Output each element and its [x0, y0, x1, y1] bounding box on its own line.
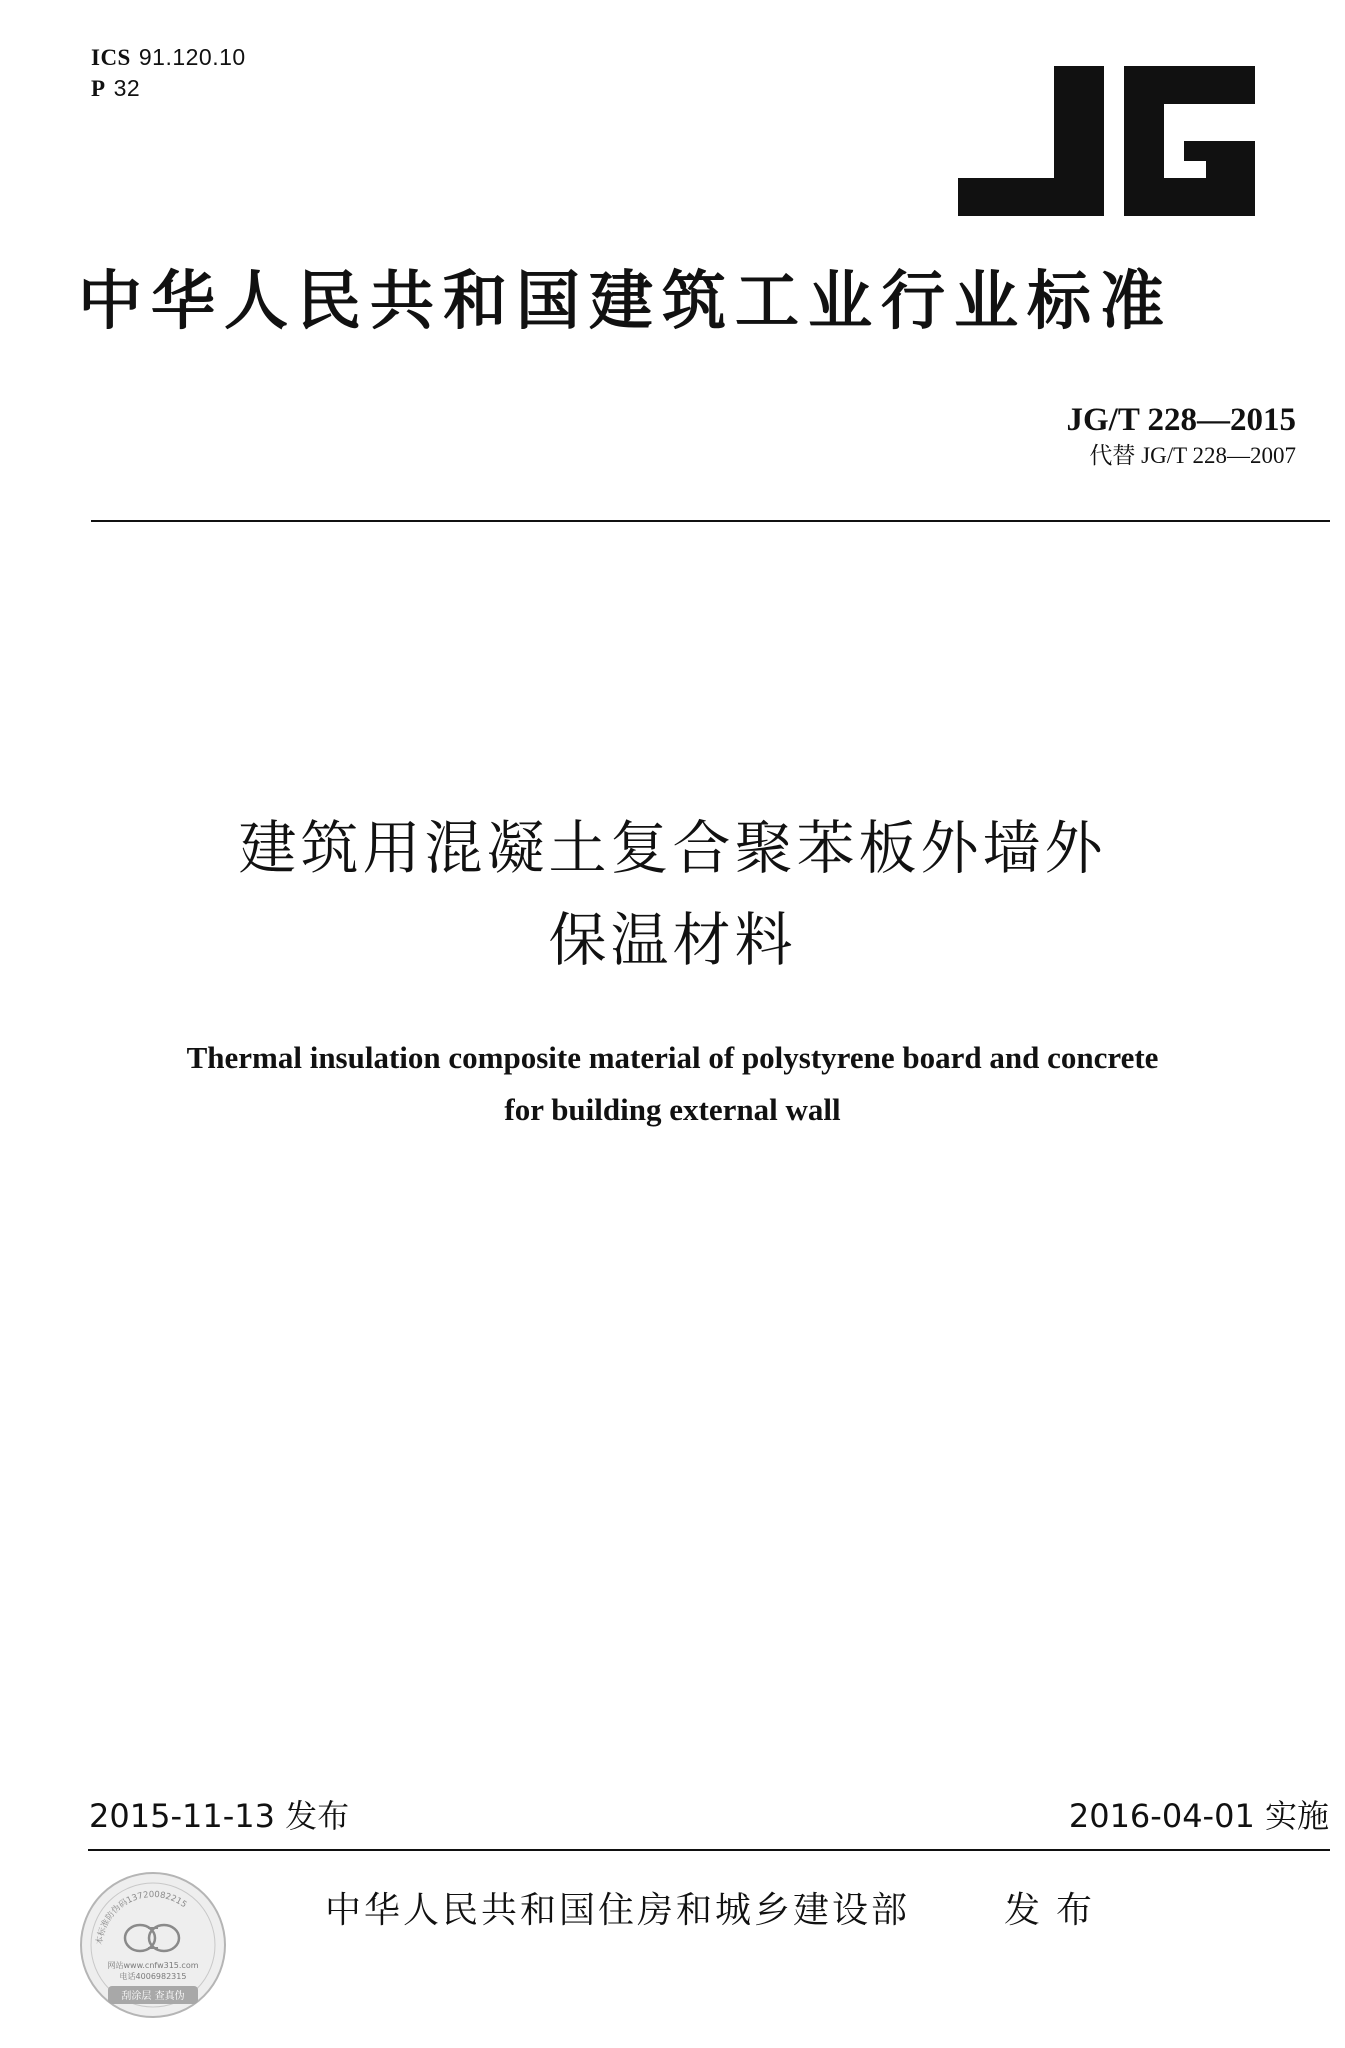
class-line [91, 73, 246, 104]
bottom-divider [88, 1849, 1330, 1851]
chinese-title-line-1: 建筑用混凝土复合聚苯板外墙外 [238, 814, 1107, 882]
english-title-line-2: for building external wall [504, 1092, 841, 1127]
jg-logo [958, 66, 1255, 216]
classification-codes [91, 42, 246, 104]
english-title-line-1: Thermal insulation composite material of polystyrene board and concrete [186, 1040, 1159, 1075]
class-label: P [91, 76, 106, 101]
seal-scratch-text: 刮涂层 查真伪 [121, 1991, 185, 2002]
anti-counterfeit-seal [78, 1870, 228, 2020]
seal-phone: 电话4006982315 [119, 1972, 187, 1981]
standard-number: JG/T 228—2015 [1066, 402, 1296, 438]
standard-category-title: 中华人民共和国建筑工业行业标准 [78, 265, 1173, 339]
seal-website: 网站www.cnfw315.com [107, 1961, 199, 1970]
ics-line [91, 42, 246, 73]
replaced-standard: 代替 JG/T 228—2007 [1089, 443, 1296, 468]
chinese-title-line-2: 保温材料 [548, 906, 797, 974]
ics-code: 91.120.10 [138, 44, 246, 70]
ics-label: ICS [91, 45, 131, 70]
issue-date: 2015-11-13 发布 [89, 1797, 350, 1835]
top-divider [91, 520, 1330, 522]
seal-ring-text: 本标准防伪码13720082215 [94, 1889, 189, 1946]
publisher-name: 中华人民共和国住房和城乡建设部 [325, 1890, 911, 1931]
implementation-date: 2016-04-01 实施 [1068, 1797, 1329, 1835]
publish-label: 发布 [1004, 1890, 1109, 1931]
class-code: 32 [113, 75, 141, 101]
